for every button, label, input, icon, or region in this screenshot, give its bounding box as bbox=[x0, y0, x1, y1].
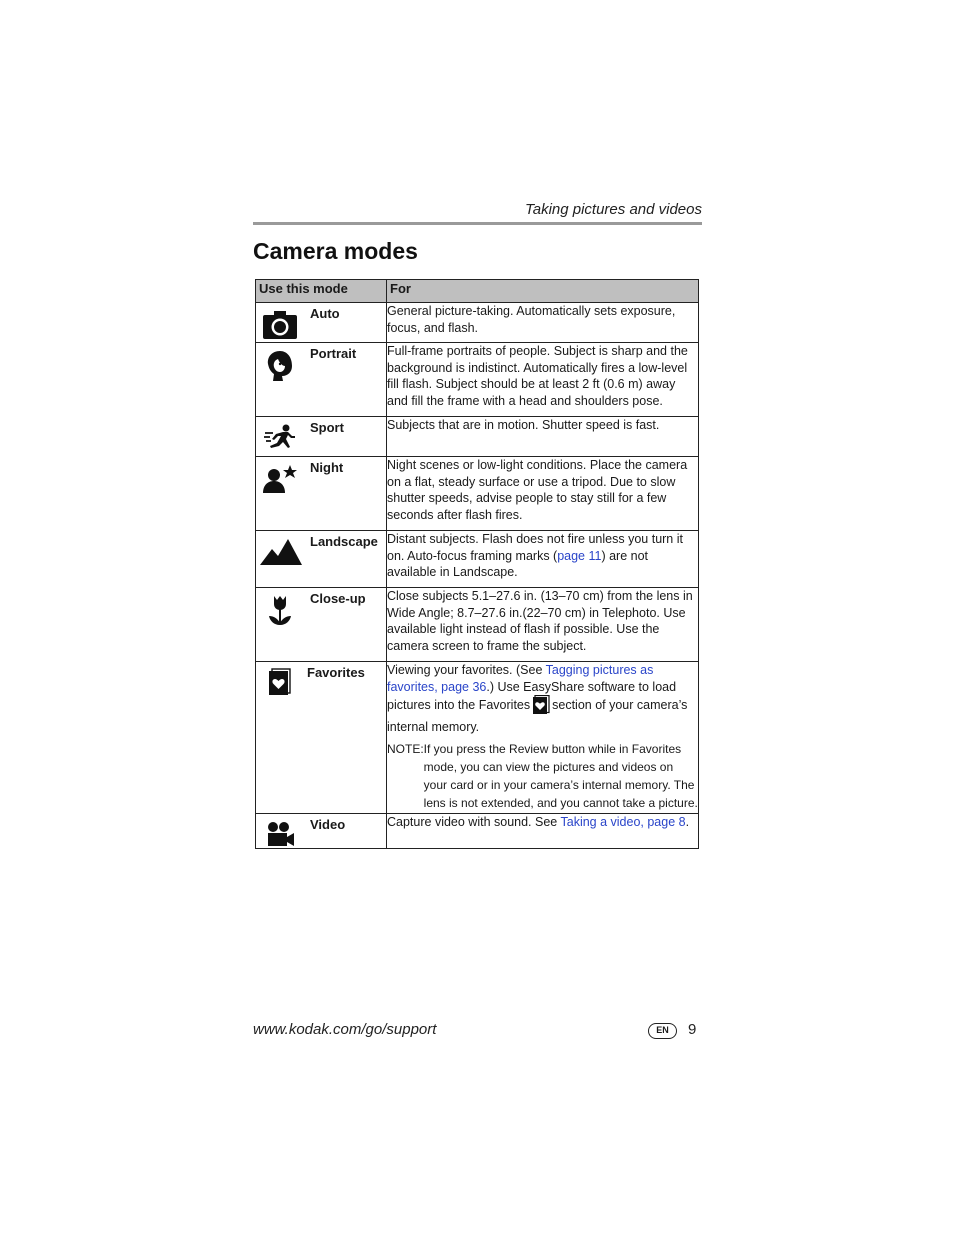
mode-name: Sport bbox=[310, 420, 344, 435]
note-label: NOTE: bbox=[387, 741, 424, 756]
page-title: Camera modes bbox=[253, 238, 418, 264]
description-text: . bbox=[685, 814, 690, 829]
video-icon bbox=[261, 820, 299, 854]
table-row bbox=[256, 457, 699, 531]
description-text: .) Use EasyShare software to load pictures into the Favorites bbox=[387, 679, 677, 713]
mode-name: Auto bbox=[310, 306, 340, 321]
portrait-icon bbox=[261, 349, 299, 383]
mode-name: Video bbox=[310, 816, 346, 832]
table-row bbox=[256, 531, 699, 588]
mode-cell bbox=[256, 457, 387, 531]
description-text: ) are not available in Landscape. bbox=[387, 548, 649, 580]
favorites-icon bbox=[532, 695, 550, 719]
table-row bbox=[256, 662, 699, 814]
mode-cell bbox=[256, 531, 387, 588]
mode-cell bbox=[256, 813, 387, 848]
table-row bbox=[256, 343, 699, 417]
description-text: Distant subjects. Flash does not fire unless you turn it on. Auto-focus framing marks ( bbox=[387, 532, 683, 563]
mode-name: Landscape bbox=[310, 534, 378, 549]
note bbox=[387, 740, 698, 813]
mode-description: General picture-taking. Automatically sets exposure, focus, and flash. bbox=[387, 303, 699, 343]
table-header-row bbox=[256, 280, 699, 303]
table-row bbox=[256, 813, 699, 848]
mode-cell bbox=[256, 662, 387, 814]
mode-description bbox=[387, 662, 699, 814]
mode-description: Night scenes or low-light conditions. Place the camera on a flat, steady surface or use a tripod. Due to slow shutter speeds, advise people to stay still for a few seconds after flash fires. bbox=[387, 457, 699, 531]
sport-icon bbox=[261, 423, 299, 457]
mode-cell bbox=[256, 303, 387, 343]
table-row bbox=[256, 417, 699, 457]
column-header-mode: Use this mode bbox=[256, 280, 387, 303]
mode-cell bbox=[256, 417, 387, 457]
page-link[interactable]: page 11 bbox=[557, 548, 602, 563]
landscape-icon bbox=[259, 537, 303, 571]
note-text: If you press the Review button while in Favorites mode, you can view the pictures and videos on your card or in your camera’s internal memory. The lens is not extended, and you cannot take a picture. bbox=[423, 741, 698, 811]
mode-cell bbox=[256, 588, 387, 662]
column-header-for: For bbox=[387, 280, 699, 303]
page-link[interactable]: Taking a video, page 8 bbox=[560, 814, 686, 829]
camera-modes-table bbox=[255, 279, 699, 849]
description-text: section of your camera’s internal memory. bbox=[387, 698, 688, 735]
mode-cell bbox=[256, 343, 387, 417]
mode-description: Subjects that are in motion. Shutter speed is fast. bbox=[387, 417, 699, 457]
mode-name: Favorites bbox=[307, 665, 365, 680]
page-number: 9 bbox=[688, 1021, 697, 1038]
header-rule bbox=[253, 222, 702, 225]
mode-description bbox=[387, 531, 699, 588]
mode-description bbox=[387, 813, 699, 848]
camera-icon bbox=[261, 309, 299, 343]
mode-description: Close subjects 5.1–27.6 in. (13–70 cm) from the lens in Wide Angle; 8.7–27.6 in.(22–70 cm) in Telephoto. Use available light instead of flash if possible. Use the camera screen to frame the subject. bbox=[387, 588, 699, 662]
support-url[interactable]: www.kodak.com/go/support bbox=[253, 1021, 437, 1038]
running-head: Taking pictures and videos bbox=[524, 201, 702, 218]
mode-description: Full-frame portraits of people. Subject is sharp and the background is indistinct. Automatically fires a low-level fill flash. Subject should be at least 2 ft (0.6 m) away and fill the frame with a head and shoulders pose. bbox=[387, 343, 699, 417]
mode-name: Night bbox=[310, 460, 344, 475]
language-badge: EN bbox=[648, 1023, 677, 1039]
close-up-icon bbox=[261, 594, 299, 628]
table-row bbox=[256, 588, 699, 662]
description-text: Viewing your favorites. (See bbox=[387, 663, 546, 677]
mode-name: Close-up bbox=[310, 591, 366, 606]
description-text: Capture video with sound. See bbox=[387, 814, 561, 829]
favorites-icon bbox=[261, 668, 299, 702]
night-icon bbox=[261, 463, 299, 497]
table-row bbox=[256, 303, 699, 343]
page-link[interactable]: Tagging pictures as favorites, page 36 bbox=[387, 663, 654, 694]
mode-name: Portrait bbox=[310, 346, 357, 361]
